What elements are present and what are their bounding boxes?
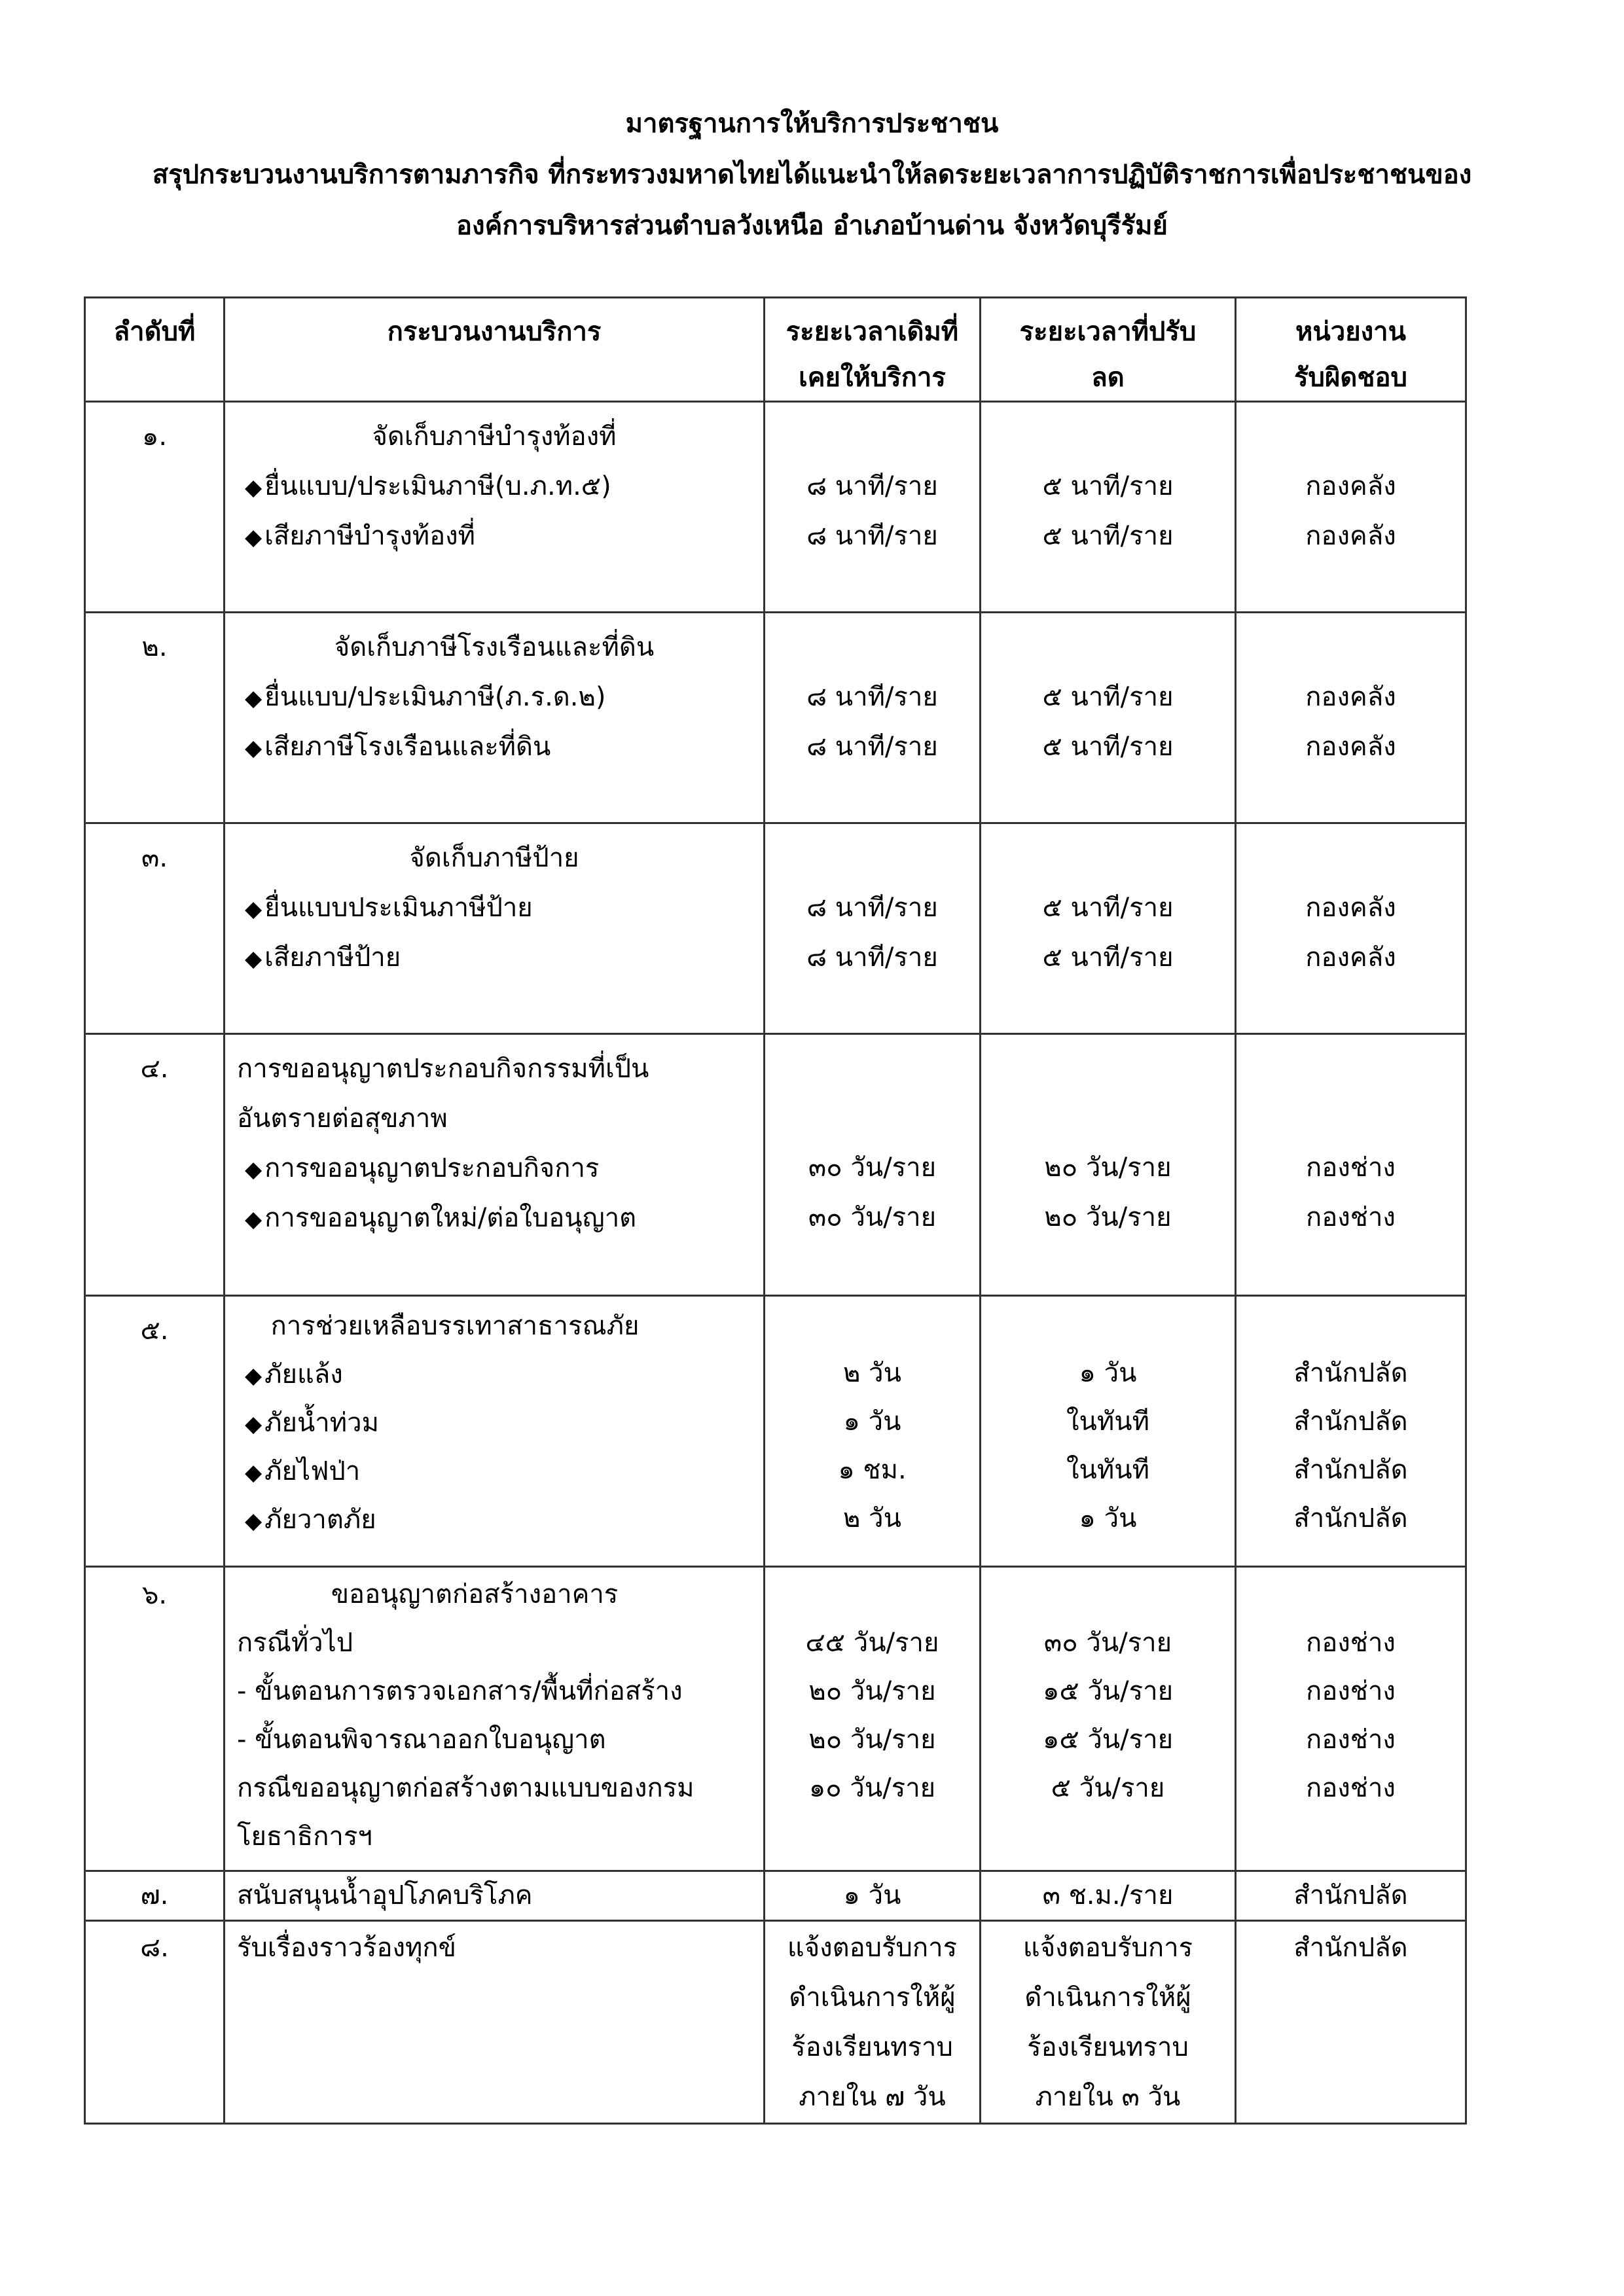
original-time-cell: ๓๐ วัน/ราย ๓๐ วัน/ราย: [765, 1034, 981, 1296]
list-item: ◆ ยื่นแบบ/ประเมินภาษี(ภ.ร.ด.๒): [245, 682, 606, 712]
reduced-time-cell: ๕ นาที/ราย ๕ นาที/ราย: [981, 823, 1236, 1034]
table-header-row: [85, 298, 1466, 402]
list-item: ◆ ภัยไฟป่า: [245, 1456, 361, 1486]
diamond-bullet-icon: ◆: [245, 524, 262, 550]
header-no: ลำดับที่: [85, 298, 225, 402]
unit-cell: สำนักปลัด: [1236, 1871, 1466, 1921]
diamond-bullet-icon: ◆: [245, 1206, 262, 1232]
unit-cell: กองคลัง กองคลัง: [1236, 613, 1466, 823]
original-time-cell: ๘ นาที/ราย ๘ นาที/ราย: [765, 823, 981, 1034]
service-title: จัดเก็บภาษีบำรุงท้องที่: [372, 422, 617, 452]
row-number: ๓.: [85, 823, 225, 1034]
header-original-time: ระยะเวลาเดิมที่ เคยให้บริการ: [765, 298, 981, 402]
diamond-bullet-icon: ◆: [245, 946, 262, 972]
list-item: ◆ ยื่นแบบประเมินภาษีป้าย: [245, 893, 533, 923]
document-header: [0, 98, 1624, 251]
service-cell: [225, 1034, 765, 1296]
reduced-time-cell: ๒๐ วัน/ราย ๒๐ วัน/ราย: [981, 1034, 1236, 1296]
reduced-time-cell: ๑ วัน ในทันที ในทันที ๑ วัน: [981, 1296, 1236, 1567]
table-row: [85, 823, 1466, 1034]
service-title: การขออนุญาตประกอบกิจกรรมที่เป็น: [237, 1054, 649, 1084]
list-item: ◆ ภัยน้ำท่วม: [245, 1408, 379, 1438]
table-row: [85, 1921, 1466, 2124]
service-cell: [225, 613, 765, 823]
list-item: ◆ ภัยวาตภัย: [245, 1505, 376, 1535]
diamond-bullet-icon: ◆: [245, 1411, 262, 1437]
unit-cell: สำนักปลัด: [1236, 1921, 1466, 2124]
row-number: ๖.: [85, 1567, 225, 1871]
service-title: ขออนุญาตก่อสร้างอาคาร: [331, 1579, 619, 1609]
diamond-bullet-icon: ◆: [245, 475, 262, 501]
list-item: ◆ เสียภาษีโรงเรือนและที่ดิน: [245, 732, 551, 762]
table-row: [85, 1871, 1466, 1921]
table-row: [85, 1034, 1466, 1296]
diamond-bullet-icon: ◆: [245, 1157, 262, 1183]
service-step: - ขั้นตอนการตรวจเอกสาร/พื้นที่ก่อสร้าง: [237, 1676, 683, 1706]
table-row: [85, 1567, 1466, 1871]
row-number: ๒.: [85, 613, 225, 823]
service-subheading-continued: โยธาธิการฯ: [237, 1821, 372, 1852]
header-subtitle: สรุปกระบวนงานบริการตามภารกิจ ที่กระทรวงมหาดไทยได้แนะนำให้ลดระยะเวลาการปฏิบัติราชการเพื่อประชาชนของ: [152, 160, 1472, 190]
header-organization: องค์การบริหารส่วนตำบลวังเหนือ อำเภอบ้านด่าน จังหวัดบุรีรัมย์: [456, 211, 1168, 241]
unit-cell: กองคลัง กองคลัง: [1236, 823, 1466, 1034]
table-row: [85, 613, 1466, 823]
list-item: ◆ ภัยแล้ง: [245, 1359, 343, 1390]
original-time-cell: ๔๕ วัน/ราย ๒๐ วัน/ราย ๒๐ วัน/ราย ๑๐ วัน/ราย: [765, 1567, 981, 1871]
service-standard-table: [84, 296, 1467, 2125]
header-service: กระบวนงานบริการ: [225, 298, 765, 402]
service-cell: [225, 1871, 765, 1921]
row-number: ๕.: [85, 1296, 225, 1567]
diamond-bullet-icon: ◆: [245, 1460, 262, 1486]
row-number: ๘.: [85, 1921, 225, 2124]
service-subheading: กรณีทั่วไป: [237, 1628, 353, 1658]
reduced-time-cell: ๓๐ วัน/ราย ๑๕ วัน/ราย ๑๕ วัน/ราย ๕ วัน/ราย: [981, 1567, 1236, 1871]
original-time-cell: ๘ นาที/ราย ๘ นาที/ราย: [765, 402, 981, 613]
header-title: มาตรฐานการให้บริการประชาชน: [625, 109, 999, 139]
service-step: - ขั้นตอนพิจารณาออกใบอนุญาต: [237, 1725, 606, 1755]
unit-cell: สำนักปลัด สำนักปลัด สำนักปลัด สำนักปลัด: [1236, 1296, 1466, 1567]
list-item: ◆ เสียภาษีป้าย: [245, 942, 401, 973]
reduced-time-cell: ๓ ช.ม./ราย: [981, 1871, 1236, 1921]
header-reduced-time: ระยะเวลาที่ปรับ ลด: [981, 298, 1236, 402]
diamond-bullet-icon: ◆: [245, 1508, 262, 1534]
row-number: ๗.: [85, 1871, 225, 1921]
reduced-time-cell: ๕ นาที/ราย ๕ นาที/ราย: [981, 613, 1236, 823]
service-cell: [225, 1296, 765, 1567]
list-item: ◆ เสียภาษีบำรุงท้องที่: [245, 521, 476, 551]
service-cell: [225, 823, 765, 1034]
service-subheading: กรณีขออนุญาตก่อสร้างตามแบบของกรม: [237, 1773, 695, 1803]
service-title-continued: อันตรายต่อสุขภาพ: [237, 1103, 448, 1134]
service-title: จัดเก็บภาษีป้าย: [409, 843, 579, 873]
diamond-bullet-icon: ◆: [245, 896, 262, 922]
list-item: ◆ การขออนุญาตใหม่/ต่อใบอนุญาต: [245, 1203, 637, 1233]
service-title: รับเรื่องราวร้องทุกข์: [237, 1933, 456, 1963]
header-responsible-unit: หน่วยงาน รับผิดชอบ: [1236, 298, 1466, 402]
reduced-time-cell: แจ้งตอบรับการ ดำเนินการให้ผู้ ร้องเรียนทราบ ภายใน ๓ วัน: [981, 1921, 1236, 2124]
diamond-bullet-icon: ◆: [245, 1363, 262, 1389]
diamond-bullet-icon: ◆: [245, 685, 262, 711]
service-cell: [225, 402, 765, 613]
original-time-cell: ๑ วัน: [765, 1871, 981, 1921]
diamond-bullet-icon: ◆: [245, 735, 262, 761]
list-item: ◆ ยื่นแบบ/ประเมินภาษี(บ.ภ.ท.๕): [245, 471, 611, 501]
list-item: ◆ การขออนุญาตประกอบกิจการ: [245, 1153, 600, 1183]
unit-cell: กองช่าง กองช่าง: [1236, 1034, 1466, 1296]
service-cell: [225, 1921, 765, 2124]
service-title: การช่วยเหลือบรรเทาสาธารณภัย: [270, 1311, 640, 1341]
original-time-cell: แจ้งตอบรับการ ดำเนินการให้ผู้ ร้องเรียนทราบ ภายใน ๗ วัน: [765, 1921, 981, 2124]
service-title: สนับสนุนน้ำอุปโภคบริโภค: [237, 1880, 533, 1910]
original-time-cell: ๘ นาที/ราย ๘ นาที/ราย: [765, 613, 981, 823]
original-time-cell: ๒ วัน ๑ วัน ๑ ชม. ๒ วัน: [765, 1296, 981, 1567]
unit-cell: กองคลัง กองคลัง: [1236, 402, 1466, 613]
unit-cell: กองช่าง กองช่าง กองช่าง กองช่าง: [1236, 1567, 1466, 1871]
service-title: จัดเก็บภาษีโรงเรือนและที่ดิน: [334, 632, 655, 662]
reduced-time-cell: ๕ นาที/ราย ๕ นาที/ราย: [981, 402, 1236, 613]
row-number: ๑.: [85, 402, 225, 613]
row-number: ๔.: [85, 1034, 225, 1296]
service-cell: [225, 1567, 765, 1871]
table-row: [85, 1296, 1466, 1567]
table-row: [85, 402, 1466, 613]
